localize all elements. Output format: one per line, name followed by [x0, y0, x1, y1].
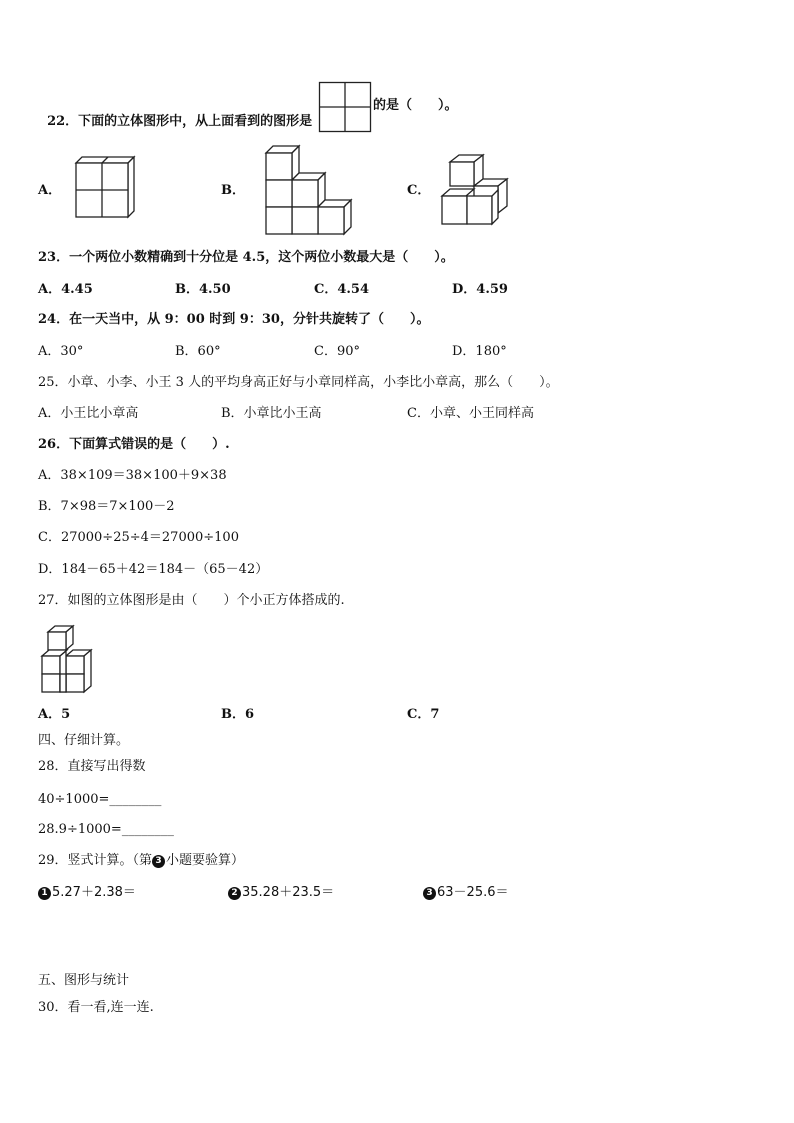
q27-option-c[interactable]: C．7: [407, 707, 440, 722]
q29-stem-before: 29．竖式计算。（第: [38, 853, 153, 868]
q23-option-c[interactable]: C．4.54: [314, 282, 370, 297]
q24-option-c[interactable]: C．90°: [314, 344, 360, 359]
q26-option-d[interactable]: D．184－65＋42＝184－（65－42）: [38, 562, 269, 577]
q29-item-3-expr: 63－25.6＝: [437, 885, 509, 900]
q27-cube-figure: [40, 624, 96, 694]
q28-item-2[interactable]: 28.9÷1000=________: [38, 822, 174, 837]
q29-stem-after: 小题要验算）: [166, 853, 245, 868]
q29-item-1-expr: 5.27＋2.38＝: [52, 885, 136, 900]
q24-option-d[interactable]: D．180°: [452, 344, 507, 359]
q27-option-a[interactable]: A．5: [38, 707, 71, 722]
q25-option-c[interactable]: C．小章、小王同样高: [407, 406, 534, 421]
q24-option-a[interactable]: A．30°: [38, 344, 84, 359]
q22-option-c[interactable]: C．: [407, 183, 431, 198]
q22-stem: [38, 98, 312, 130]
q29-item-2-expr: 35.28＋23.5＝: [242, 885, 335, 900]
q30-stem: 30．看一看,连一连.: [38, 1000, 154, 1015]
q25-option-a[interactable]: A．小王比小章高: [38, 406, 139, 421]
q29-item-3[interactable]: [423, 885, 509, 901]
q23-option-b[interactable]: B．4.50: [175, 282, 231, 297]
q24-stem: 24．在一天当中，从 9：00 时到 9：30，分针共旋转了（ ）。: [38, 312, 430, 327]
q22-top-view-figure: [319, 82, 371, 132]
q29-item-1-number: 1: [38, 887, 51, 900]
q29-item-2-number: 2: [228, 887, 241, 900]
q29-item-2[interactable]: [228, 885, 334, 901]
q29-stem: [38, 853, 244, 869]
q23-option-d[interactable]: D．4.59: [452, 282, 508, 297]
q28-stem: 28．直接写出得数: [38, 759, 146, 774]
q24-option-b[interactable]: B．60°: [175, 344, 221, 359]
q22-option-b[interactable]: B．: [221, 183, 245, 198]
q23-stem: 23．一个两位小数精确到十分位是 4.5，这个两位小数最大是（ ）。: [38, 250, 454, 265]
q25-option-b[interactable]: B．小章比小王高: [221, 406, 322, 421]
q26-option-a[interactable]: A．38×109＝38×100＋9×38: [38, 468, 227, 483]
q27-stem: 27．如图的立体图形是由（ ）个小正方体搭成的.: [38, 593, 345, 608]
q22-option-a[interactable]: A．: [38, 183, 62, 198]
section-4-heading: 四、仔细计算。: [38, 733, 130, 748]
section-5-heading: 五、图形与统计: [38, 973, 130, 988]
q25-stem: 25．小章、小李、小王 3 人的平均身高正好与小章同样高，小李比小章高，那么（ ）。: [38, 375, 559, 390]
q22-option-c-figure: [440, 153, 512, 228]
q22-option-a-figure: [74, 155, 136, 219]
q23-option-a[interactable]: A．4.45: [38, 282, 93, 297]
q26-option-c[interactable]: C．27000÷25÷4＝27000÷100: [38, 530, 239, 545]
q29-item-3-number: 3: [423, 887, 436, 900]
q28-item-1[interactable]: 40÷1000=________: [38, 792, 162, 807]
q22-stem-after: 的是（ ）。: [373, 98, 458, 113]
q22-stem-before: 22．下面的立体图形中，从上面看到的图形是: [47, 114, 313, 129]
q22-option-b-figure: [264, 143, 354, 237]
q26-option-b[interactable]: B．7×98＝7×100－2: [38, 499, 175, 514]
q26-stem: 26．下面算式错误的是（ ）.: [38, 437, 230, 452]
q29-item-1[interactable]: [38, 885, 136, 901]
q27-option-b[interactable]: B．6: [221, 707, 255, 722]
q29-circled-number: 3: [152, 855, 165, 868]
